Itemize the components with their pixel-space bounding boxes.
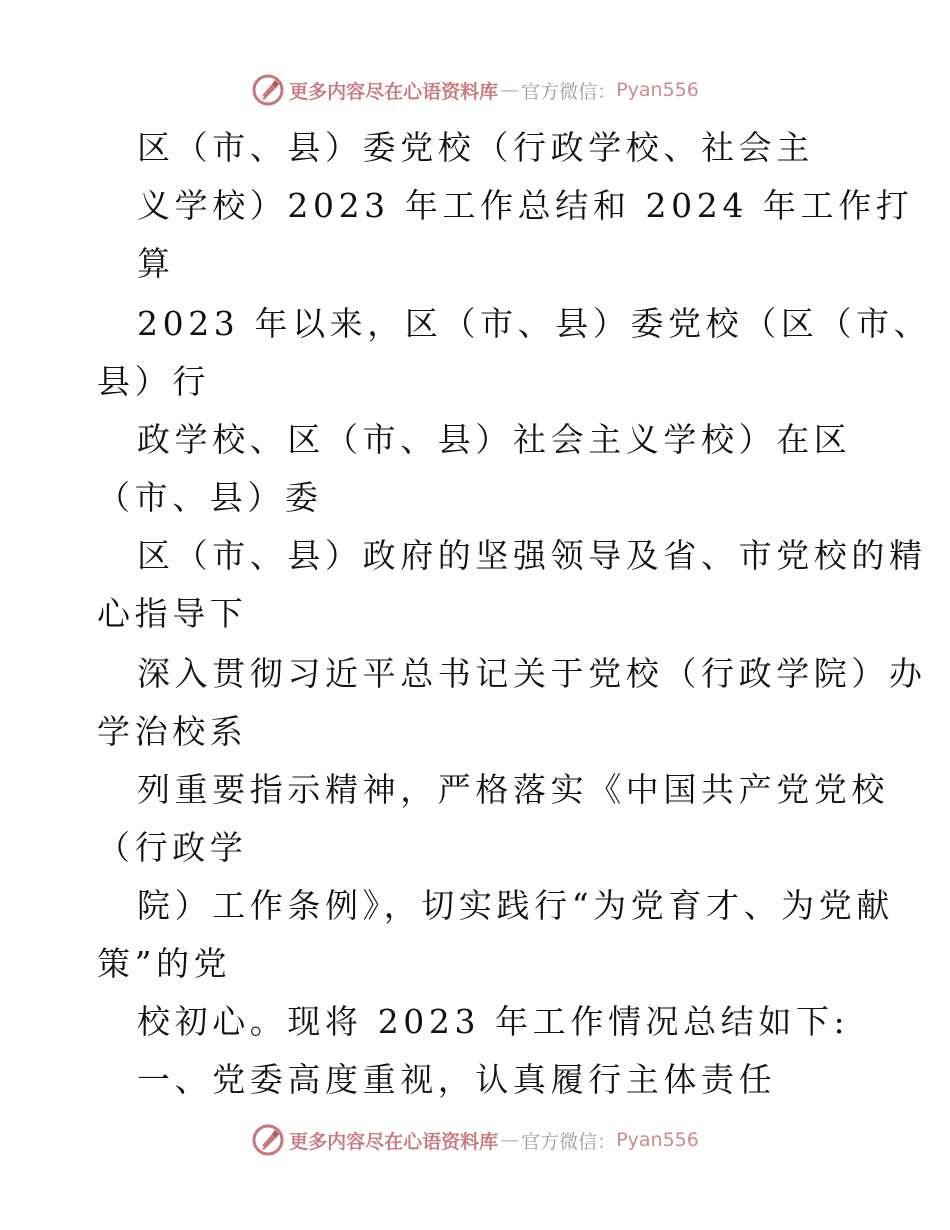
pen-logo-icon [251, 1123, 285, 1157]
paragraph-line: 院）工作条例》，切实践行“为党育才、为党献 [137, 886, 894, 925]
paragraph-line: 政学校、区（市、县）社会主义学校）在区 [137, 420, 852, 459]
paragraph-line: 县）行 [97, 362, 210, 401]
watermark-account: Pyan556 [616, 79, 699, 101]
watermark-brand: 更多内容尽在心语资料库 [289, 1130, 499, 1153]
paragraph-line: 区（市、县）政府的坚强领导及省、市党校的精 [137, 536, 927, 575]
watermark-separator: — [500, 79, 520, 101]
paragraph-line: 学治校系 [97, 712, 248, 751]
paragraph-line: 列重要指示精神，严格落实《中国共产党党校 [137, 770, 889, 809]
pen-logo-icon [251, 73, 285, 107]
watermark-brand: 更多内容尽在心语资料库 [289, 80, 499, 103]
watermark-wechat-label: 官方微信： [521, 1130, 617, 1153]
footer-watermark [0, 1120, 950, 1160]
paragraph-line: （市、县）委 [97, 478, 323, 517]
paragraph-line: 策”的党 [97, 944, 232, 983]
paragraph-line: 2023 年以来，区（市、县）委党校（区（市、 [137, 304, 932, 343]
title-line: 算 [137, 244, 175, 283]
paragraph-line: 深入贯彻习近平总书记关于党校（行政学院）办 [137, 654, 927, 693]
section-heading: 一、党委高度重视，认真履行主体责任 [137, 1060, 777, 1099]
title-line: 义学校）2023 年工作总结和 2024 年工作打 [137, 186, 914, 225]
paragraph-line: （行政学 [97, 828, 248, 867]
title-line: 区（市、县）委党校（行政学校、社会主 [137, 128, 814, 167]
paragraph-line: 心指导下 [97, 594, 248, 633]
paragraph-line: 校初心。现将 2023 年工作情况总结如下: [137, 1002, 850, 1041]
header-watermark [0, 70, 950, 110]
watermark-separator: — [500, 1129, 520, 1151]
watermark-wechat-label: 官方微信： [521, 80, 617, 103]
watermark-account: Pyan556 [616, 1129, 699, 1151]
